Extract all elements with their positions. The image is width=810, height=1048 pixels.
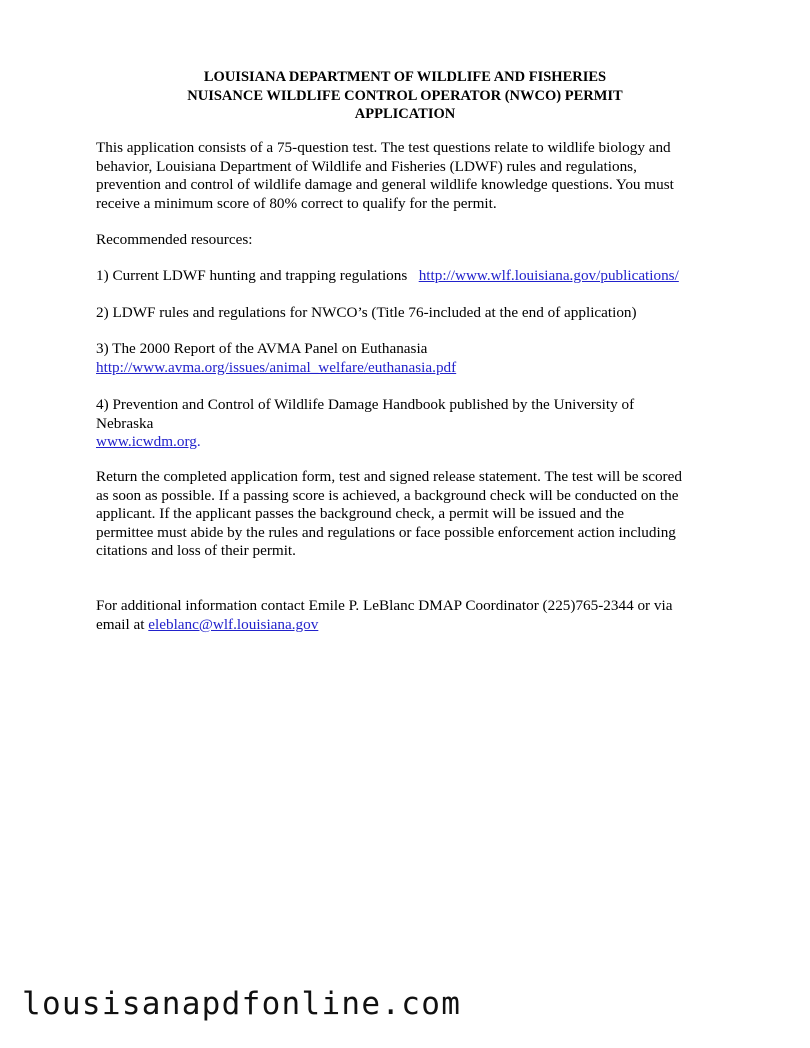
resource-item-2-text: 2) LDWF rules and regulations for NWCO’s (Title 76-included at the end of application) <box>96 304 637 321</box>
return-paragraph <box>96 468 716 561</box>
return-line: applicant. If the applicant passes the background check, a permit will be issued and the <box>96 505 625 523</box>
title-line-2: NUISANCE WILDLIFE CONTROL OPERATOR (NWCO) PERMIT <box>187 87 623 104</box>
ldwf-publications-link[interactable]: http://www.wlf.louisiana.gov/publications/ <box>418 267 679 284</box>
link-suffix-period: . <box>196 433 201 451</box>
title-line-3: APPLICATION <box>354 106 456 122</box>
resource-item-1-text: 1) Current LDWF hunting and trapping regulations <box>96 267 408 284</box>
contact-email-prefix: email at <box>96 615 149 633</box>
resource-item-4 <box>96 396 716 452</box>
resource-item-3 <box>96 340 716 377</box>
return-line: citations and loss of their permit. <box>96 542 296 560</box>
intro-line: behavior, Louisiana Department of Wildlife and Fisheries (LDWF) rules and regulations, <box>96 157 637 175</box>
resource-item-3-text: 3) The 2000 Report of the AVMA Panel on Euthanasia <box>96 340 428 357</box>
resource-item-4-text: 4) Prevention and Control of Wildlife Damage Handbook published by the University of <box>96 396 635 413</box>
contact-email-link[interactable]: eleblanc@wlf.louisiana.gov <box>148 615 319 633</box>
site-watermark: lousisanapdfonline.com <box>22 986 462 1022</box>
contact-line: For additional information contact Emile P. LeBlanc DMAP Coordinator (225)765-2344 or via <box>96 597 673 614</box>
resource-item-4-text-continued: Nebraska <box>96 414 154 432</box>
title-line-1: LOUISIANA DEPARTMENT OF WILDLIFE AND FISHERIES <box>203 69 607 85</box>
return-line: Return the completed application form, test and signed release statement. The test will be scored <box>96 468 682 485</box>
return-line: permittee must abide by the rules and regulations or face possible enforcement action including <box>96 523 676 541</box>
resource-item-2 <box>96 304 716 323</box>
document-title <box>96 68 714 124</box>
intro-paragraph <box>96 139 716 213</box>
intro-line: This application consists of a 75-question test. The test questions relate to wildlife biology and <box>96 139 671 156</box>
intro-line: prevention and control of wildlife damage and general wildlife knowledge questions. You must <box>96 176 674 194</box>
resource-item-1 <box>96 267 716 286</box>
icwdm-link[interactable]: www.icwdm.org <box>96 433 197 451</box>
return-line: as soon as possible. If a passing score is achieved, a background check will be conducted on the <box>96 486 679 504</box>
avma-euthanasia-link[interactable]: http://www.avma.org/issues/animal_welfare/euthanasia.pdf <box>96 358 457 376</box>
resources-heading: Recommended resources: <box>96 231 253 248</box>
contact-paragraph <box>96 597 716 634</box>
intro-line: receive a minimum score of 80% correct to qualify for the permit. <box>96 194 497 212</box>
